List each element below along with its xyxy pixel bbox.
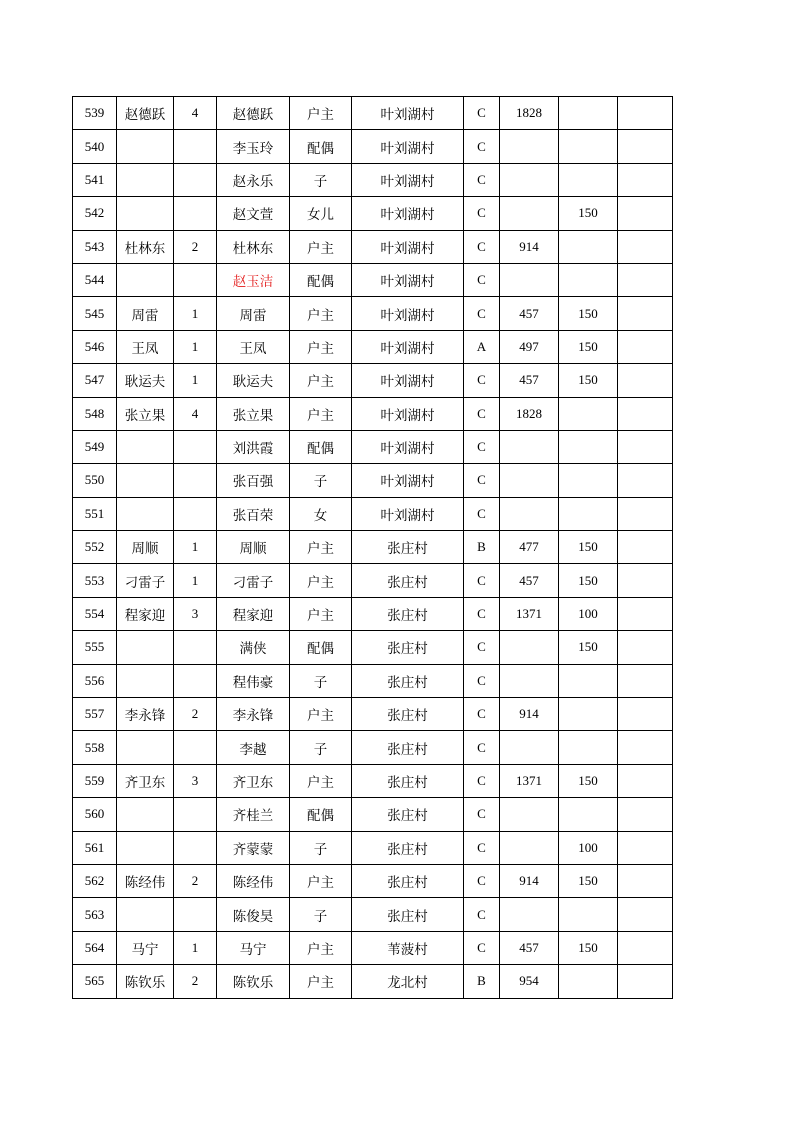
relation-cell: 户主 (290, 330, 352, 363)
table-row (73, 664, 673, 697)
row-number-cell: 558 (73, 731, 117, 764)
member-name-cell: 王凤 (217, 330, 290, 363)
row-number-cell: 552 (73, 531, 117, 564)
village-cell: 叶刘湖村 (352, 230, 464, 263)
category-cell: C (464, 764, 500, 797)
table-row (73, 97, 673, 130)
amount-a-cell (500, 130, 559, 163)
household-head-cell (117, 163, 174, 196)
amount-a-cell (500, 798, 559, 831)
village-cell: 张庄村 (352, 597, 464, 630)
village-cell: 张庄村 (352, 864, 464, 897)
household-size-cell (174, 798, 217, 831)
relation-cell: 子 (290, 664, 352, 697)
member-name-cell: 齐桂兰 (217, 798, 290, 831)
amount-a-cell (500, 898, 559, 931)
row-number-cell: 561 (73, 831, 117, 864)
household-size-cell (174, 497, 217, 530)
extra-cell (618, 898, 673, 931)
table-row (73, 197, 673, 230)
amount-a-cell: 1828 (500, 97, 559, 130)
household-head-cell: 赵德跃 (117, 97, 174, 130)
amount-a-cell (500, 197, 559, 230)
category-cell: C (464, 397, 500, 430)
household-size-cell (174, 197, 217, 230)
extra-cell (618, 597, 673, 630)
household-size-cell (174, 731, 217, 764)
row-number-cell: 550 (73, 464, 117, 497)
roster-table (72, 96, 673, 999)
extra-cell (618, 631, 673, 664)
category-cell: C (464, 197, 500, 230)
relation-cell: 户主 (290, 230, 352, 263)
amount-a-cell: 1371 (500, 597, 559, 630)
table-row (73, 531, 673, 564)
household-size-cell: 1 (174, 297, 217, 330)
row-number-cell: 543 (73, 230, 117, 263)
roster-table-body (73, 97, 673, 999)
village-cell: 张庄村 (352, 698, 464, 731)
category-cell: B (464, 531, 500, 564)
member-name-cell: 张百荣 (217, 497, 290, 530)
category-cell: C (464, 931, 500, 964)
table-row (73, 297, 673, 330)
household-head-cell (117, 130, 174, 163)
household-size-cell (174, 163, 217, 196)
household-head-cell: 刁雷子 (117, 564, 174, 597)
table-row (73, 397, 673, 430)
extra-cell (618, 130, 673, 163)
member-name-cell: 李越 (217, 731, 290, 764)
village-cell: 叶刘湖村 (352, 364, 464, 397)
village-cell: 叶刘湖村 (352, 430, 464, 463)
relation-cell: 配偶 (290, 631, 352, 664)
amount-a-cell: 497 (500, 330, 559, 363)
category-cell: C (464, 698, 500, 731)
amount-b-cell (559, 664, 618, 697)
table-row (73, 965, 673, 998)
village-cell: 叶刘湖村 (352, 397, 464, 430)
extra-cell (618, 531, 673, 564)
relation-cell: 子 (290, 163, 352, 196)
row-number-cell: 551 (73, 497, 117, 530)
household-head-cell: 周雷 (117, 297, 174, 330)
household-head-cell: 王凤 (117, 330, 174, 363)
amount-b-cell (559, 263, 618, 296)
extra-cell (618, 297, 673, 330)
table-row (73, 764, 673, 797)
category-cell: C (464, 731, 500, 764)
relation-cell: 女儿 (290, 197, 352, 230)
table-row (73, 464, 673, 497)
relation-cell: 子 (290, 831, 352, 864)
household-size-cell: 2 (174, 965, 217, 998)
row-number-cell: 547 (73, 364, 117, 397)
category-cell: C (464, 864, 500, 897)
row-number-cell: 548 (73, 397, 117, 430)
village-cell: 张庄村 (352, 731, 464, 764)
category-cell: C (464, 230, 500, 263)
amount-b-cell (559, 97, 618, 130)
village-cell: 叶刘湖村 (352, 197, 464, 230)
category-cell: C (464, 831, 500, 864)
extra-cell (618, 864, 673, 897)
extra-cell (618, 731, 673, 764)
member-name-cell: 程家迎 (217, 597, 290, 630)
household-size-cell: 1 (174, 364, 217, 397)
amount-b-cell: 150 (559, 631, 618, 664)
category-cell: C (464, 297, 500, 330)
household-size-cell: 1 (174, 931, 217, 964)
relation-cell: 户主 (290, 397, 352, 430)
category-cell: C (464, 464, 500, 497)
household-size-cell: 2 (174, 230, 217, 263)
member-name-cell: 张百强 (217, 464, 290, 497)
row-number-cell: 554 (73, 597, 117, 630)
household-head-cell (117, 631, 174, 664)
member-name-cell: 陈钦乐 (217, 965, 290, 998)
amount-a-cell (500, 631, 559, 664)
member-name-cell: 满侠 (217, 631, 290, 664)
amount-b-cell: 150 (559, 297, 618, 330)
member-name-cell: 赵永乐 (217, 163, 290, 196)
category-cell: B (464, 965, 500, 998)
row-number-cell: 560 (73, 798, 117, 831)
category-cell: C (464, 664, 500, 697)
amount-a-cell (500, 464, 559, 497)
amount-a-cell: 954 (500, 965, 559, 998)
member-name-cell: 陈俊昊 (217, 898, 290, 931)
household-head-cell (117, 664, 174, 697)
category-cell: C (464, 898, 500, 931)
amount-b-cell (559, 464, 618, 497)
amount-b-cell (559, 898, 618, 931)
table-row (73, 864, 673, 897)
category-cell: A (464, 330, 500, 363)
amount-b-cell: 150 (559, 864, 618, 897)
amount-a-cell: 914 (500, 698, 559, 731)
household-size-cell (174, 464, 217, 497)
extra-cell (618, 564, 673, 597)
amount-b-cell: 150 (559, 531, 618, 564)
extra-cell (618, 497, 673, 530)
amount-a-cell (500, 430, 559, 463)
amount-a-cell: 477 (500, 531, 559, 564)
amount-b-cell (559, 230, 618, 263)
household-size-cell (174, 430, 217, 463)
relation-cell: 子 (290, 898, 352, 931)
relation-cell: 子 (290, 731, 352, 764)
household-size-cell: 4 (174, 97, 217, 130)
amount-b-cell: 100 (559, 597, 618, 630)
member-name-cell: 李玉玲 (217, 130, 290, 163)
relation-cell: 户主 (290, 698, 352, 731)
household-head-cell (117, 464, 174, 497)
member-name-cell: 周雷 (217, 297, 290, 330)
amount-a-cell (500, 831, 559, 864)
extra-cell (618, 197, 673, 230)
household-size-cell: 2 (174, 864, 217, 897)
row-number-cell: 542 (73, 197, 117, 230)
table-row (73, 698, 673, 731)
member-name-cell: 赵德跃 (217, 97, 290, 130)
village-cell: 叶刘湖村 (352, 163, 464, 196)
category-cell: C (464, 263, 500, 296)
extra-cell (618, 664, 673, 697)
extra-cell (618, 263, 673, 296)
household-size-cell: 3 (174, 597, 217, 630)
extra-cell (618, 798, 673, 831)
amount-b-cell: 150 (559, 330, 618, 363)
amount-b-cell (559, 130, 618, 163)
table-row (73, 230, 673, 263)
amount-b-cell: 150 (559, 197, 618, 230)
household-head-cell (117, 497, 174, 530)
table-row (73, 798, 673, 831)
extra-cell (618, 430, 673, 463)
row-number-cell: 544 (73, 263, 117, 296)
household-size-cell: 2 (174, 698, 217, 731)
member-name-cell: 赵文萱 (217, 197, 290, 230)
household-size-cell: 1 (174, 531, 217, 564)
member-name-cell: 马宁 (217, 931, 290, 964)
household-head-cell (117, 197, 174, 230)
row-number-cell: 546 (73, 330, 117, 363)
relation-cell: 户主 (290, 97, 352, 130)
table-row (73, 564, 673, 597)
village-cell: 张庄村 (352, 831, 464, 864)
village-cell: 叶刘湖村 (352, 297, 464, 330)
amount-b-cell (559, 965, 618, 998)
table-row (73, 330, 673, 363)
village-cell: 叶刘湖村 (352, 330, 464, 363)
row-number-cell: 564 (73, 931, 117, 964)
household-head-cell: 程家迎 (117, 597, 174, 630)
table-row (73, 430, 673, 463)
row-number-cell: 541 (73, 163, 117, 196)
member-name-cell: 李永锋 (217, 698, 290, 731)
household-head-cell (117, 898, 174, 931)
amount-a-cell: 1828 (500, 397, 559, 430)
table-row (73, 497, 673, 530)
member-name-cell: 耿运夫 (217, 364, 290, 397)
amount-a-cell (500, 731, 559, 764)
household-size-cell: 1 (174, 564, 217, 597)
category-cell: C (464, 631, 500, 664)
member-name-cell: 周顺 (217, 531, 290, 564)
household-head-cell: 耿运夫 (117, 364, 174, 397)
extra-cell (618, 965, 673, 998)
extra-cell (618, 764, 673, 797)
amount-a-cell (500, 163, 559, 196)
row-number-cell: 539 (73, 97, 117, 130)
category-cell: C (464, 97, 500, 130)
row-number-cell: 562 (73, 864, 117, 897)
amount-a-cell: 457 (500, 364, 559, 397)
amount-b-cell (559, 731, 618, 764)
category-cell: C (464, 130, 500, 163)
relation-cell: 户主 (290, 931, 352, 964)
household-head-cell: 陈钦乐 (117, 965, 174, 998)
relation-cell: 户主 (290, 965, 352, 998)
row-number-cell: 549 (73, 430, 117, 463)
village-cell: 龙北村 (352, 965, 464, 998)
village-cell: 张庄村 (352, 531, 464, 564)
table-row (73, 364, 673, 397)
table-row (73, 163, 673, 196)
household-size-cell (174, 130, 217, 163)
amount-a-cell: 914 (500, 230, 559, 263)
household-size-cell (174, 831, 217, 864)
member-name-cell: 刁雷子 (217, 564, 290, 597)
relation-cell: 户主 (290, 297, 352, 330)
amount-b-cell: 150 (559, 764, 618, 797)
household-head-cell: 李永锋 (117, 698, 174, 731)
amount-b-cell (559, 163, 618, 196)
table-row (73, 631, 673, 664)
row-number-cell: 559 (73, 764, 117, 797)
row-number-cell: 555 (73, 631, 117, 664)
village-cell: 苇菠村 (352, 931, 464, 964)
village-cell: 张庄村 (352, 898, 464, 931)
extra-cell (618, 97, 673, 130)
member-name-cell: 陈经伟 (217, 864, 290, 897)
household-size-cell (174, 664, 217, 697)
amount-a-cell: 1371 (500, 764, 559, 797)
row-number-cell: 557 (73, 698, 117, 731)
household-size-cell (174, 631, 217, 664)
amount-b-cell (559, 430, 618, 463)
household-size-cell (174, 263, 217, 296)
extra-cell (618, 464, 673, 497)
member-name-cell: 程伟豪 (217, 664, 290, 697)
amount-a-cell (500, 497, 559, 530)
amount-a-cell: 457 (500, 564, 559, 597)
table-row (73, 898, 673, 931)
village-cell: 叶刘湖村 (352, 497, 464, 530)
household-head-cell: 杜林东 (117, 230, 174, 263)
amount-b-cell (559, 397, 618, 430)
category-cell: C (464, 564, 500, 597)
amount-a-cell: 914 (500, 864, 559, 897)
amount-a-cell (500, 263, 559, 296)
amount-b-cell (559, 497, 618, 530)
village-cell: 张庄村 (352, 798, 464, 831)
extra-cell (618, 931, 673, 964)
household-head-cell: 马宁 (117, 931, 174, 964)
relation-cell: 女 (290, 497, 352, 530)
relation-cell: 户主 (290, 764, 352, 797)
amount-b-cell: 100 (559, 831, 618, 864)
member-name-cell: 赵玉洁 (217, 263, 290, 296)
table-row (73, 597, 673, 630)
extra-cell (618, 230, 673, 263)
relation-cell: 配偶 (290, 263, 352, 296)
amount-a-cell (500, 664, 559, 697)
table-row (73, 263, 673, 296)
member-name-cell: 齐卫东 (217, 764, 290, 797)
household-size-cell (174, 898, 217, 931)
relation-cell: 子 (290, 464, 352, 497)
village-cell: 张庄村 (352, 564, 464, 597)
member-name-cell: 刘洪霞 (217, 430, 290, 463)
village-cell: 张庄村 (352, 631, 464, 664)
extra-cell (618, 364, 673, 397)
extra-cell (618, 831, 673, 864)
amount-b-cell (559, 798, 618, 831)
household-head-cell (117, 731, 174, 764)
household-head-cell (117, 798, 174, 831)
extra-cell (618, 397, 673, 430)
household-size-cell: 1 (174, 330, 217, 363)
relation-cell: 户主 (290, 597, 352, 630)
household-head-cell (117, 263, 174, 296)
household-head-cell: 张立果 (117, 397, 174, 430)
row-number-cell: 556 (73, 664, 117, 697)
row-number-cell: 565 (73, 965, 117, 998)
household-head-cell: 周顺 (117, 531, 174, 564)
household-size-cell: 4 (174, 397, 217, 430)
table-row (73, 130, 673, 163)
household-head-cell: 齐卫东 (117, 764, 174, 797)
relation-cell: 户主 (290, 531, 352, 564)
extra-cell (618, 330, 673, 363)
extra-cell (618, 163, 673, 196)
category-cell: C (464, 497, 500, 530)
member-name-cell: 张立果 (217, 397, 290, 430)
category-cell: C (464, 430, 500, 463)
amount-b-cell: 150 (559, 364, 618, 397)
village-cell: 张庄村 (352, 764, 464, 797)
village-cell: 叶刘湖村 (352, 97, 464, 130)
relation-cell: 户主 (290, 364, 352, 397)
relation-cell: 户主 (290, 564, 352, 597)
category-cell: C (464, 163, 500, 196)
category-cell: C (464, 364, 500, 397)
household-head-cell: 陈经伟 (117, 864, 174, 897)
village-cell: 叶刘湖村 (352, 263, 464, 296)
household-head-cell (117, 831, 174, 864)
household-size-cell: 3 (174, 764, 217, 797)
amount-a-cell: 457 (500, 931, 559, 964)
row-number-cell: 553 (73, 564, 117, 597)
table-row (73, 931, 673, 964)
amount-a-cell: 457 (500, 297, 559, 330)
member-name-cell: 齐蒙蒙 (217, 831, 290, 864)
relation-cell: 配偶 (290, 798, 352, 831)
household-head-cell (117, 430, 174, 463)
category-cell: C (464, 798, 500, 831)
member-name-cell: 杜林东 (217, 230, 290, 263)
table-row (73, 831, 673, 864)
row-number-cell: 545 (73, 297, 117, 330)
village-cell: 张庄村 (352, 664, 464, 697)
amount-b-cell: 150 (559, 931, 618, 964)
amount-b-cell: 150 (559, 564, 618, 597)
relation-cell: 配偶 (290, 430, 352, 463)
amount-b-cell (559, 698, 618, 731)
row-number-cell: 540 (73, 130, 117, 163)
row-number-cell: 563 (73, 898, 117, 931)
village-cell: 叶刘湖村 (352, 464, 464, 497)
extra-cell (618, 698, 673, 731)
relation-cell: 户主 (290, 864, 352, 897)
table-row (73, 731, 673, 764)
category-cell: C (464, 597, 500, 630)
relation-cell: 配偶 (290, 130, 352, 163)
village-cell: 叶刘湖村 (352, 130, 464, 163)
